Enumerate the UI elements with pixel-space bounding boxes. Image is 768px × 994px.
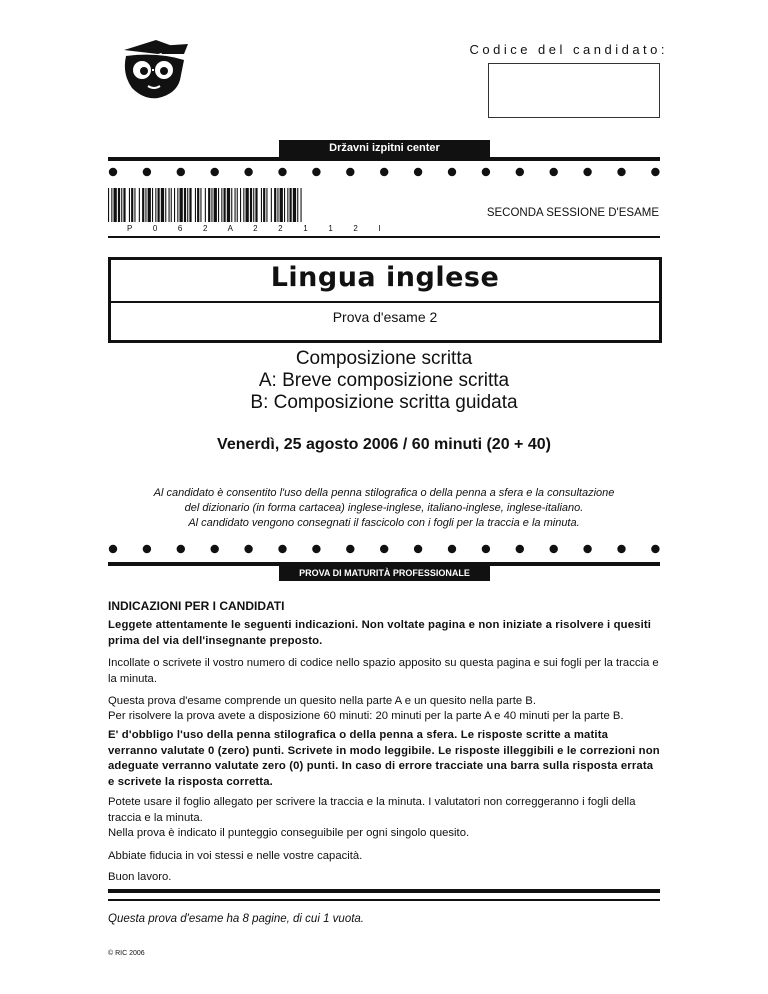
dot (211, 545, 219, 553)
exam-date: Venerdì, 25 agosto 2006 / 60 minuti (20 + 40) (217, 436, 551, 453)
session-label: SECONDA SESSIONE D'ESAME (486, 207, 659, 219)
dot (617, 168, 625, 176)
barcode-bar (274, 188, 276, 222)
barcode-bar (263, 188, 265, 222)
barcode-bar (301, 188, 302, 222)
barcode-bar (280, 188, 283, 222)
instruction-paragraph: Nella prova è indicato il punteggio conseguibile per ogni singolo quesito. (108, 827, 470, 839)
dot (651, 545, 659, 553)
barcode-bar (142, 188, 144, 222)
dot (516, 168, 524, 176)
instruction-paragraph: Buon lavoro. (108, 871, 172, 883)
page-subtitle: Prova d'esame 2 (332, 309, 438, 325)
barcode-bar (148, 188, 151, 222)
barcode-bar (171, 188, 172, 222)
barcode-bar (253, 188, 254, 222)
instruction-paragraph: Leggete attentamente le seguenti indicazioni. Non voltate pagina e non iniziate a risolvere i quesiti prima del via dell'insegnante preposto. (108, 619, 652, 647)
dot (177, 168, 185, 176)
instruction-paragraph: E' d'obbligo l'uso della penna stilografica o della penna a sfera. Le risposte scritte a matita verranno valutate 0 (zero) punti. Scrivete in modo leggibile. Le risposte illeggibili e le correzioni non adeguate verranno valutate zero (0) punti. In caso di errore tracciate una barra sulla risposta errata e scrivete la risposta corretta. (108, 729, 660, 788)
barcode-bar (290, 188, 292, 222)
barcode-bar (246, 188, 249, 222)
dot (244, 168, 252, 176)
barcode-bar (152, 188, 153, 222)
dot (651, 168, 659, 176)
allowed-note: del dizionario (in forma cartacea) inglese-inglese, italiano-inglese, inglese-italiano. (184, 502, 584, 514)
dot (448, 545, 456, 553)
barcode-bar (197, 188, 199, 222)
instructions-heading: INDICAZIONI PER I CANDIDATI (108, 599, 285, 613)
barcode-bar (218, 188, 219, 222)
barcode-bar (237, 188, 238, 222)
dot (211, 168, 219, 176)
center-name: Državni izpitni center (279, 140, 490, 157)
barcode-bar (187, 188, 188, 222)
composition-line: B: Composizione scritta guidata (250, 392, 518, 413)
exam-type: PROVA DI MATURITÀ PROFESSIONALE (279, 566, 490, 581)
divider (108, 899, 660, 901)
barcode-bar (211, 188, 212, 222)
barcode-bar (131, 188, 133, 222)
barcode-bar (134, 188, 135, 222)
barcode-bar (158, 188, 160, 222)
dot (550, 545, 558, 553)
barcode-bar (174, 188, 175, 222)
barcode-bar (214, 188, 217, 222)
dot (177, 545, 185, 553)
allowed-note: Al candidato è consentito l'uso della penna stilografica o della penna a sfera e la consultazione (153, 487, 615, 499)
instruction-paragraph: Incollate o scrivete il vostro numero di codice nello spazio apposito su questa pagina e sui fogli per la traccia e la minuta. (108, 657, 659, 685)
barcode-bar (118, 188, 120, 222)
dot (617, 545, 625, 553)
dot (380, 545, 388, 553)
barcode-bar (111, 188, 112, 222)
barcode-bar (231, 188, 232, 222)
dot (583, 545, 591, 553)
barcode-bar (266, 188, 267, 222)
composition-line: A: Breve composizione scritta (258, 370, 510, 391)
barcode-bar (284, 188, 285, 222)
dot-row (108, 542, 660, 556)
barcode-bar (255, 188, 257, 222)
barcode-bar (123, 188, 125, 222)
barcode-bar (114, 188, 117, 222)
barcode-bar (121, 188, 122, 222)
barcode-bar (227, 188, 230, 222)
dot (482, 545, 490, 553)
barcode-bar (261, 188, 262, 222)
dot (346, 545, 354, 553)
barcode-bar (129, 188, 130, 222)
barcode-bar (221, 188, 222, 222)
barcode-bar (189, 188, 191, 222)
barcode-bar (277, 188, 278, 222)
barcode-bar (205, 188, 206, 222)
dot (278, 545, 286, 553)
barcode-bar (200, 188, 201, 222)
barcode-bar (208, 188, 210, 222)
barcode-bar (139, 188, 140, 222)
allowed-note: Al candidato vengono consegnati il fascicolo con i fogli per la traccia e la minuta. (188, 517, 580, 529)
barcode-bar (287, 188, 288, 222)
dot (550, 168, 558, 176)
divider (108, 157, 660, 161)
instruction-paragraph: Potete usare il foglio allegato per scrivere la traccia e la minuta. I valutatori non correggeranno i fogli della traccia e la minuta. (108, 796, 636, 824)
dot (482, 168, 490, 176)
barcode-bar (155, 188, 156, 222)
page-title: Lingua inglese (270, 262, 500, 293)
divider (108, 236, 660, 238)
dot (312, 545, 320, 553)
barcode-bar (235, 188, 236, 222)
instruction-paragraph: Per risolvere la prova avete a disposizione 60 minuti: 20 minuti per la parte A e 40 minuti per la parte B. (108, 710, 624, 722)
barcode-bar (180, 188, 183, 222)
dot (380, 168, 388, 176)
barcode-bar (108, 188, 109, 222)
barcode-bar (243, 188, 244, 222)
dot (109, 168, 117, 176)
copyright: © RIC 2006 (108, 950, 145, 957)
barcode-bar (250, 188, 252, 222)
barcode-bar (195, 188, 196, 222)
instruction-paragraph: Questa prova d'esame comprende un quesito nella parte A e un quesito nella parte B. (108, 695, 536, 707)
barcode-bar (177, 188, 178, 222)
barcode-bar (293, 188, 296, 222)
barcode-bar (271, 188, 272, 222)
title-divider (111, 301, 659, 303)
pages-note: Questa prova d'esame ha 8 pagine, di cui 1 vuota. (108, 913, 364, 925)
composition-line: Composizione scritta (295, 348, 473, 369)
dot (278, 168, 286, 176)
dot (109, 545, 117, 553)
candidate-code-label: Codice del candidato: (469, 42, 668, 57)
barcode-bar (297, 188, 298, 222)
barcode-bar (145, 188, 146, 222)
dot-row (108, 165, 660, 179)
barcode-digits: P 0 6 2 A 2 2 1 1 2 I (127, 224, 390, 233)
barcode-bar (161, 188, 164, 222)
dot (346, 168, 354, 176)
dot (143, 168, 151, 176)
dot (244, 545, 252, 553)
dot (312, 168, 320, 176)
barcode-bar (169, 188, 170, 222)
instruction-paragraph: Abbiate fiducia in voi stessi e nelle vostre capacità. (108, 850, 363, 862)
dot (414, 168, 422, 176)
divider (108, 889, 660, 893)
dot (516, 545, 524, 553)
barcode-bar (165, 188, 166, 222)
candidate-code-box[interactable] (488, 63, 660, 118)
barcode (108, 188, 302, 222)
dot (448, 168, 456, 176)
owl-logo-icon (118, 40, 194, 100)
dot (583, 168, 591, 176)
barcode-bar (224, 188, 226, 222)
barcode-bar (240, 188, 241, 222)
dot (414, 545, 422, 553)
dot (143, 545, 151, 553)
barcode-bar (184, 188, 186, 222)
